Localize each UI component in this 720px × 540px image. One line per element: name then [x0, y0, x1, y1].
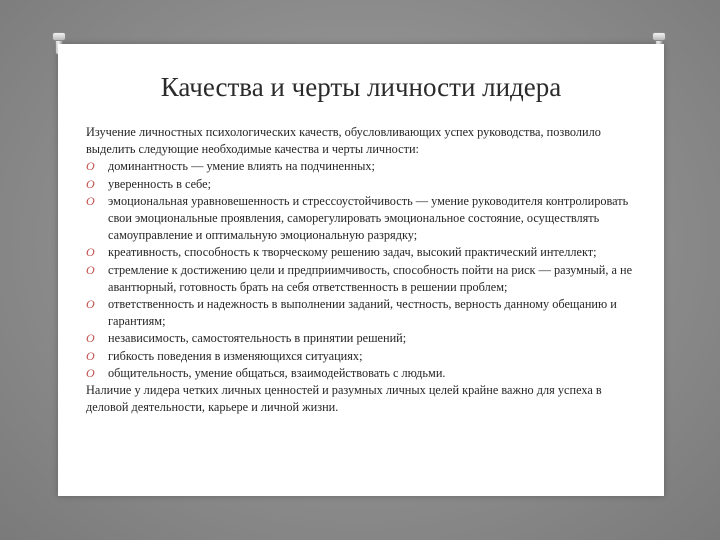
intro-paragraph: Изучение личностных психологических качеств, обусловливающих успех руководства, позволило выделить следующие необходимые качества и черты личности:: [86, 125, 601, 157]
list-item: [86, 158, 634, 175]
list-item: [86, 348, 634, 365]
list-item: [86, 176, 634, 193]
slide-card: [58, 44, 664, 496]
list-item: [86, 330, 634, 347]
list-item-text: уверенность в себе;: [108, 176, 211, 191]
bullet-icon: O: [86, 176, 95, 191]
list-item-text: креативность, способность к творческому решению задач, высокий практический интеллект;: [108, 245, 597, 260]
list-item-text: общительность, умение общаться, взаимодействовать с людьми.: [108, 365, 446, 380]
list-item-text: гибкость поведения в изменяющихся ситуациях;: [108, 348, 363, 363]
list-item: [86, 365, 634, 382]
list-item-text: стремление к достижению цели и предприимчивость, способность пойти на риск — разумный, а не авантюрный, готовность брать на себя ответственность в решении проблем;: [108, 262, 633, 294]
bullet-icon: O: [86, 262, 95, 277]
bullet-icon: O: [86, 297, 95, 312]
bullet-icon: O: [86, 365, 95, 380]
slide-body: [86, 124, 634, 416]
list-item: [86, 262, 634, 296]
list-item-text: ответственность и надежность в выполнении заданий, честность, верность данному обещанию и гарантиям;: [108, 297, 617, 329]
slide-title: Качества и черты личности лидера: [160, 72, 562, 102]
list-item-text: независимость, самостоятельность в принятии решений;: [108, 331, 407, 346]
bullet-icon: O: [86, 193, 95, 208]
qualities-list: [86, 158, 634, 382]
list-item: [86, 296, 634, 330]
list-item-text: эмоциональная уравновешенность и стрессоустойчивость — умение руководителя контролировать свои эмоциональные проявления, саморегулировать эмоциональное состояние, осуществлять самоуправление и оптимальную эмоциональную разрядку;: [108, 193, 629, 243]
list-item: [86, 193, 634, 245]
list-item-text: доминантность — умение влиять на подчиненных;: [108, 159, 375, 174]
bullet-icon: O: [86, 159, 95, 174]
list-item: [86, 244, 634, 261]
bullet-icon: O: [86, 245, 95, 260]
bullet-icon: O: [86, 348, 95, 363]
conclusion-paragraph: Наличие у лидера четких личных ценностей и разумных личных целей крайне важно для успеха в деловой деятельности, карьере и личной жизни.: [86, 383, 602, 415]
bullet-icon: O: [86, 331, 95, 346]
